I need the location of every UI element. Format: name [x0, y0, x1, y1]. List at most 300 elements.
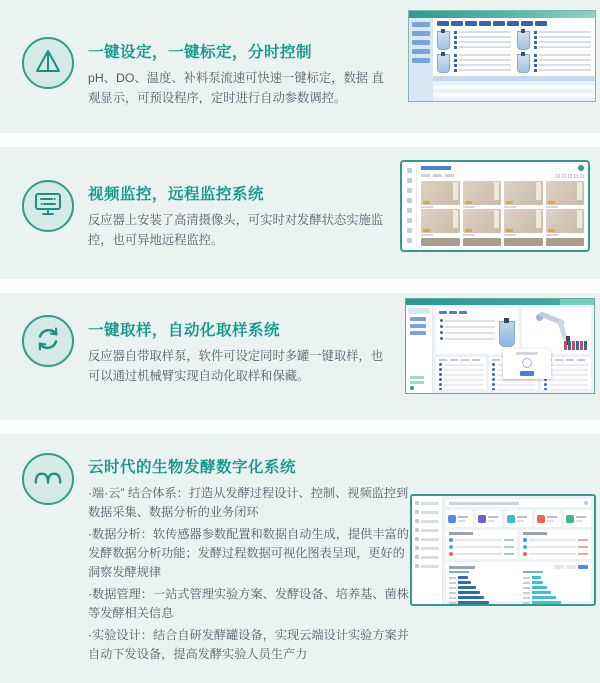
feature-bullet: ·端·云” 结合体系：打造从发酵过程设计、控制、视频监控到数据采集、数据分析的业务闭环 — [88, 486, 409, 520]
chart-controls — [554, 565, 588, 569]
camera-tile — [421, 181, 460, 205]
sidebar-item — [415, 555, 439, 559]
parameter-value-line — [539, 64, 591, 66]
tab — [421, 174, 430, 177]
bar — [532, 581, 544, 584]
parameter-list — [454, 31, 511, 51]
feature-section-cloud — [0, 434, 600, 683]
bar-label-stub — [523, 592, 530, 594]
table-row — [439, 383, 483, 386]
icon-sidebar — [402, 162, 417, 250]
table-title-bar — [449, 532, 473, 535]
parameter-value-line — [459, 64, 511, 66]
row-marker — [439, 368, 442, 371]
bar — [532, 576, 541, 579]
vessel-parameters — [440, 317, 495, 347]
header-controls — [578, 165, 584, 171]
row-icon — [449, 538, 453, 542]
camera-tile — [463, 181, 502, 205]
row-marker — [492, 388, 495, 390]
sidebar-item — [412, 58, 430, 63]
feature-text — [88, 182, 393, 251]
parameter-marker — [534, 36, 537, 39]
row-line — [549, 384, 588, 386]
camera-grid-partial — [421, 238, 584, 246]
row-action-stub — [504, 539, 514, 541]
parameter-marker — [534, 69, 537, 72]
row-marker — [439, 363, 442, 366]
stat-label-bar — [458, 520, 465, 522]
bar-row — [523, 591, 589, 594]
feature-description: pH、DO、温度、补料泵流速可快速一键标定，数据 直观显示，可预设程序，定时进行自动参数调控。 — [88, 71, 384, 105]
camera-tile — [546, 209, 585, 233]
parameter-row — [440, 325, 495, 328]
toolbar-button — [535, 21, 547, 26]
parameter-list — [534, 31, 591, 51]
table-row — [523, 552, 588, 556]
feature-icon-circle — [22, 315, 74, 367]
camera-grid — [421, 181, 584, 236]
table-row — [439, 373, 483, 376]
feature-title: 视频监控，远程监控系统 — [88, 186, 265, 203]
row-marker — [492, 378, 495, 381]
stat-label-bar — [488, 520, 495, 522]
camera-tile — [463, 238, 502, 246]
camera-tile — [421, 238, 460, 246]
toolbar-button — [493, 21, 505, 26]
feature-section-sampling — [0, 293, 600, 420]
parameter-row — [534, 36, 591, 39]
parameter-row — [454, 64, 511, 67]
stat-card — [446, 510, 473, 527]
breadcrumb-bar — [449, 502, 519, 505]
sample-tube — [568, 341, 571, 350]
parameter-row — [440, 331, 495, 334]
bar — [458, 576, 468, 579]
row-icon — [523, 552, 527, 556]
row-line — [497, 389, 536, 391]
tile-highlight — [536, 182, 541, 200]
tile-timestamp-tag — [548, 201, 555, 204]
stat-label-bar — [576, 520, 583, 522]
chart-control-button — [554, 565, 564, 569]
table-row — [433, 97, 595, 101]
top-panels — [436, 308, 591, 354]
sidebar-icon — [407, 208, 412, 213]
sidebar-item-label-bar — [421, 538, 439, 541]
tile-timestamp-tag — [423, 229, 430, 232]
stat-label-bar — [517, 520, 524, 522]
parameter-value-line — [459, 54, 511, 56]
camera-cell — [421, 209, 460, 236]
parameter-marker — [534, 46, 537, 49]
stat-icon — [448, 515, 456, 523]
tile-timestamp-tag — [423, 201, 430, 204]
row-line — [549, 369, 588, 371]
row-line — [549, 379, 588, 381]
sidebar-item-label-bar — [421, 511, 439, 514]
row-line — [455, 539, 502, 541]
feature-text — [88, 40, 393, 109]
view-button — [556, 174, 560, 178]
tile-highlight — [577, 210, 582, 228]
page-title-bar — [421, 166, 451, 170]
header-cell — [461, 359, 469, 361]
sample-tube — [580, 341, 583, 350]
parameter-marker — [534, 31, 537, 34]
stat-text — [547, 516, 560, 522]
control-dashboard-thumbnail — [408, 10, 596, 102]
camera-tile — [463, 209, 502, 233]
main-area — [417, 162, 588, 250]
stat-card — [505, 510, 532, 527]
feature-icon-circle — [22, 37, 74, 89]
table-row — [544, 378, 588, 381]
parameter-row — [534, 46, 591, 49]
row-line — [497, 384, 536, 386]
triangle-icon — [33, 46, 63, 81]
toolbar-chip — [459, 311, 467, 314]
sidebar-footer — [406, 376, 432, 393]
panel-toolbar — [436, 308, 519, 317]
sidebar-icon — [407, 198, 412, 203]
parameter-row — [454, 31, 511, 34]
info-table — [520, 530, 591, 559]
bar-row — [449, 596, 515, 599]
row-marker — [439, 383, 442, 386]
stat-card — [564, 510, 591, 527]
parameter-marker — [454, 31, 457, 34]
camera-tile — [504, 181, 543, 205]
header — [446, 499, 591, 507]
parameter-value-line — [459, 36, 511, 38]
table-row — [523, 545, 588, 549]
stat-cards — [446, 510, 591, 527]
parameter-row — [440, 337, 495, 340]
parameter-list — [454, 54, 511, 74]
feature-text — [88, 455, 412, 667]
feature-title: 一键取样，自动化取样系统 — [88, 322, 281, 339]
parameter-row — [534, 54, 591, 57]
header-cell — [492, 359, 500, 361]
toolbar-button — [437, 21, 449, 26]
feature-title: 云时代的生物发酵数字化系统 — [88, 459, 297, 476]
view-button — [574, 174, 578, 178]
chart-subtitle-stub — [523, 571, 543, 573]
wave-icon — [32, 463, 64, 496]
parameter-value-line — [539, 59, 591, 61]
parameter-value-line — [459, 46, 511, 48]
camera-tile — [546, 181, 585, 205]
stat-value-bar — [517, 516, 527, 518]
row-icon — [449, 552, 453, 556]
section-divider — [0, 279, 600, 293]
bar-row — [523, 586, 589, 589]
view-button — [568, 174, 572, 178]
bar-row — [523, 601, 589, 604]
footer-bar — [410, 381, 424, 384]
toolbar — [433, 18, 595, 28]
feature-text — [88, 318, 393, 387]
toolbar-chip — [439, 311, 447, 314]
table-header — [439, 359, 483, 361]
parameter-marker — [440, 337, 443, 340]
dialog-button — [520, 371, 534, 376]
bar — [532, 596, 556, 599]
bioreactor-vessel — [517, 31, 530, 50]
info-tables — [446, 530, 591, 559]
view-controls — [556, 174, 584, 178]
sidebar-icon — [407, 238, 412, 243]
parameter-row — [454, 59, 511, 62]
bar — [458, 596, 484, 599]
header — [421, 164, 584, 172]
tile-caption — [421, 234, 433, 236]
bioreactor-vessel — [437, 31, 450, 50]
feature-title: 一键设定，一键标定，分时控制 — [88, 44, 313, 61]
bar-label-stub — [523, 587, 530, 589]
row-line — [444, 374, 483, 376]
sidebar-item — [415, 546, 439, 550]
sidebar-item — [410, 317, 426, 321]
tile-caption — [463, 234, 475, 236]
vessel-unit — [517, 53, 591, 74]
table-row — [544, 383, 588, 386]
parameter-row — [534, 69, 591, 72]
bar — [458, 581, 471, 584]
parameter-marker — [440, 325, 443, 328]
robot-panel — [522, 308, 591, 354]
vessel-unit — [437, 30, 511, 51]
bar-row — [523, 576, 589, 579]
bar-label-stub — [523, 582, 530, 584]
bar-row — [523, 596, 589, 599]
chart-control-button-primary — [578, 565, 588, 569]
bar — [532, 601, 561, 604]
vessel-unit — [437, 53, 511, 74]
parameter-row — [534, 64, 591, 67]
sidebar-item — [415, 519, 439, 523]
sample-tube — [584, 341, 587, 350]
chart-title-bar — [449, 566, 475, 569]
view-button — [580, 174, 584, 178]
stat-text — [458, 516, 471, 522]
camera-cell — [463, 181, 502, 208]
nav-sidebar — [406, 305, 433, 393]
sidebar-icon — [407, 178, 412, 183]
tile-timestamp-tag — [465, 229, 472, 232]
bar-label-stub — [449, 602, 456, 604]
parameter-marker — [534, 64, 537, 67]
parameter-marker — [534, 54, 537, 57]
sidebar-icon — [407, 168, 412, 173]
parameter-line — [445, 326, 495, 328]
chart-subtitle-stub — [449, 571, 469, 573]
camera-tile — [504, 238, 543, 246]
tile-timestamp-tag — [548, 229, 555, 232]
parameter-row — [454, 41, 511, 44]
parameter-row — [534, 31, 591, 34]
row-line — [549, 364, 588, 366]
feature-bullet: ·数据管理：一站式管理实验方案、发酵设备、培养基、菌株等发酵相关信息 — [88, 587, 409, 621]
sidebar-item-label-bar — [421, 520, 439, 523]
tile-highlight — [494, 210, 499, 228]
bar-row — [449, 586, 515, 589]
toolbar-button — [465, 21, 477, 26]
data-table — [433, 76, 595, 101]
camera-cell — [421, 181, 460, 208]
table-row — [449, 538, 514, 542]
row-line — [455, 546, 502, 548]
row-marker — [492, 383, 495, 386]
sidebar-item-icon — [415, 537, 419, 541]
header-control — [584, 501, 588, 505]
row-marker — [492, 368, 495, 371]
parameter-line — [445, 338, 495, 340]
bar-label-stub — [449, 577, 456, 579]
row-marker — [492, 363, 495, 366]
header-cell — [450, 359, 458, 361]
sidebar-item — [415, 537, 439, 541]
window-body — [409, 18, 595, 101]
feature-section-control — [0, 0, 600, 133]
parameter-row — [534, 59, 591, 62]
row-line — [444, 384, 483, 386]
parameter-marker — [534, 41, 537, 44]
row-marker — [544, 383, 547, 386]
camera-cell — [463, 209, 502, 236]
tile-timestamp-tag — [506, 201, 513, 204]
parameter-value-line — [539, 36, 591, 38]
sidebar-item — [412, 40, 430, 45]
camera-cell — [546, 209, 585, 236]
tile-timestamp-tag — [506, 229, 513, 232]
table-row — [439, 378, 483, 381]
sidebar-item — [415, 528, 439, 532]
parameter-row — [440, 319, 495, 322]
chart-card-header — [449, 565, 588, 569]
stat-card — [535, 510, 562, 527]
table-row — [492, 388, 536, 390]
tile-highlight — [453, 210, 458, 228]
stat-value-bar — [458, 516, 468, 518]
sidebar-item-icon — [415, 510, 419, 514]
sample-tubes — [564, 341, 587, 350]
stat-label-bar — [547, 520, 554, 522]
status-dot — [410, 386, 414, 390]
row-icon — [523, 545, 527, 549]
tile-highlight — [577, 182, 582, 200]
camera-cell — [504, 209, 543, 236]
sidebar-item-active — [408, 308, 430, 314]
row-marker — [439, 388, 442, 390]
camera-cell — [504, 181, 543, 208]
info-table — [446, 530, 517, 559]
sidebar-item — [415, 564, 439, 568]
parameter-value-line — [539, 69, 591, 71]
parameter-marker — [454, 69, 457, 72]
bar-label-stub — [449, 592, 456, 594]
section-divider — [0, 420, 600, 434]
tile-highlight — [453, 182, 458, 200]
section-divider — [0, 133, 600, 147]
window-body — [406, 305, 594, 393]
row-line — [444, 389, 483, 391]
parameter-marker — [454, 59, 457, 62]
row-marker — [492, 373, 495, 376]
table-row — [492, 383, 536, 386]
toolbar-chip — [449, 311, 457, 314]
process-panel — [436, 308, 519, 354]
row-action-stub — [504, 553, 514, 555]
header-cell — [566, 359, 574, 361]
avatar — [578, 165, 584, 171]
stat-text — [517, 516, 530, 522]
toolbar-button — [507, 21, 519, 26]
sidebar-item — [412, 22, 430, 27]
parameter-value-line — [539, 31, 591, 33]
header-cell — [472, 359, 480, 361]
stat-value-bar — [547, 516, 557, 518]
dialog-title-bar — [516, 352, 538, 355]
stat-text — [488, 516, 501, 522]
table-row — [449, 545, 514, 549]
video-monitor-thumbnail — [400, 160, 590, 252]
table-title-bar — [523, 532, 547, 535]
toolbar-button — [521, 21, 533, 26]
sample-tube — [572, 341, 575, 350]
stat-icon — [537, 515, 545, 523]
table-row — [439, 388, 483, 390]
bar — [458, 591, 480, 594]
bar — [458, 586, 476, 589]
header-cell — [577, 359, 585, 361]
bar-row — [449, 576, 515, 579]
parameter-value-line — [539, 41, 591, 43]
view-button — [562, 174, 566, 178]
panel-content — [436, 317, 519, 347]
feature-bullet: ·实验设计：结合自研发酵罐设备，实现云端设计实验方案并自动下发设备，提高发酵实验人员生产力 — [88, 628, 409, 662]
parameter-value-line — [459, 59, 511, 61]
row-marker — [439, 378, 442, 381]
stat-icon — [566, 515, 574, 523]
parameter-marker — [454, 36, 457, 39]
bar — [532, 586, 548, 589]
row-action-stub — [578, 546, 588, 548]
stat-value-bar — [488, 516, 498, 518]
sidebar-item — [410, 324, 426, 328]
parameter-marker — [534, 59, 537, 62]
tile-highlight — [536, 210, 541, 228]
tile-caption — [504, 234, 516, 236]
parameter-value-line — [539, 54, 591, 56]
parameter-line — [445, 332, 495, 334]
parameter-value-line — [459, 41, 511, 43]
table-row — [439, 368, 483, 371]
row-line — [529, 553, 576, 555]
row-line — [549, 374, 588, 376]
feature-description: 反应器上安装了高清摄像头，可实时对发酵状态实施监控，也可异地远程监控。 — [88, 213, 384, 247]
row-action-stub — [578, 553, 588, 555]
tile-caption — [504, 206, 516, 208]
footer-bar — [410, 376, 424, 379]
bar-label-stub — [449, 597, 456, 599]
sidebar-item — [412, 49, 430, 54]
row-line — [529, 546, 576, 548]
parameter-list — [534, 54, 591, 74]
table-row — [523, 538, 588, 542]
row-action-stub — [578, 539, 588, 541]
